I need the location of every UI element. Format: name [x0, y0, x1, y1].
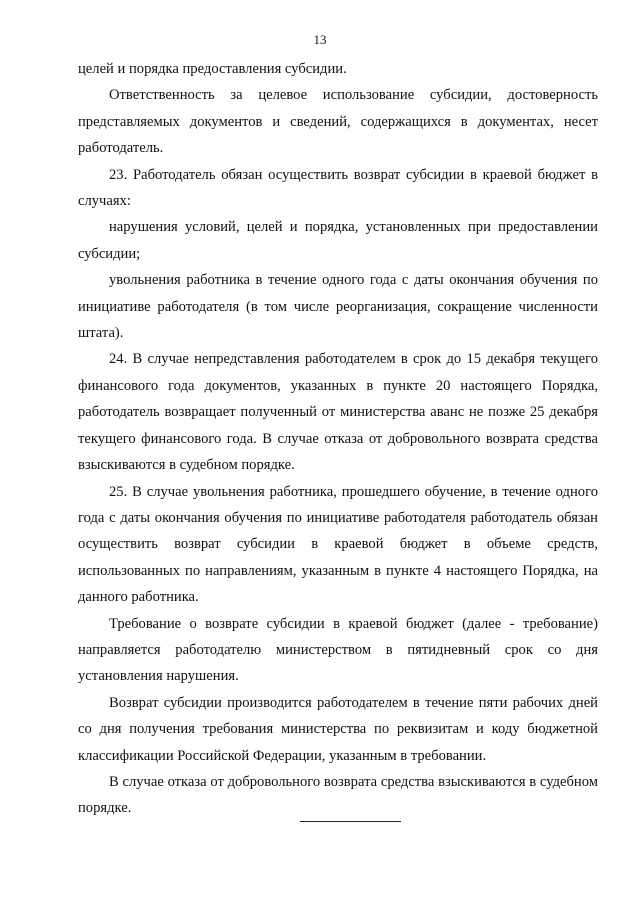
paragraph-item-24: 24. В случае непредставления работодателем в срок до 15 декабря текущего финансового года документов, указанных в пункте 20 настоящего Порядка, работодатель возвращает полученный от министерства аванс не позже 25 декабря текущего финансового года. В случае отказа от добровольного возврата средства взыскиваются в судебном порядке. — [78, 351, 598, 474]
paragraph-return-requirement: Требование о возврате субсидии в краевой бюджет (далее - требование) направляется работодателю министерством в пятидневный срок со дня установления нарушения. — [78, 615, 598, 685]
paragraph-continuation: целей и порядка предоставления субсидии. — [78, 61, 347, 77]
paragraph-return-procedure: Возврат субсидии производится работодателем в течение пяти рабочих дней со дня получения требования министерства по реквизитам и коду бюджетной классификации Российской Федерации, указанным в требовании. — [78, 694, 598, 764]
paragraph-case-dismissal: увольнения работника в течение одного года с даты окончания обучения по инициативе работодателя (в том числе реорганизация, сокращение численности штата). — [78, 272, 598, 342]
end-divider — [300, 821, 401, 822]
paragraph-item-25: 25. В случае увольнения работника, прошедшего обучение, в течение одного года с даты окончания обучения по инициативе работодателя работодатель обязан осуществить возврат субсидии в краевой бюджет в объеме средств, использованных по направлениям, указанным в пункте 4 настоящего Порядка, на данного работника. — [78, 483, 598, 606]
paragraph-refusal: В случае отказа от добровольного возврата средства взыскиваются в судебном порядке. — [78, 773, 598, 817]
paragraph-item-23: 23. Работодатель обязан осуществить возврат субсидии в краевой бюджет в случаях: — [78, 166, 598, 210]
paragraph-case-violation: нарушения условий, целей и порядка, установленных при предоставлении субсидии; — [78, 219, 598, 262]
document-body — [78, 56, 598, 822]
paragraph-responsibility: Ответственность за целевое использование субсидии, достоверность представляемых документов и сведений, содержащихся в документах, несет работодатель. — [78, 87, 598, 157]
page-number: 13 — [313, 32, 327, 47]
